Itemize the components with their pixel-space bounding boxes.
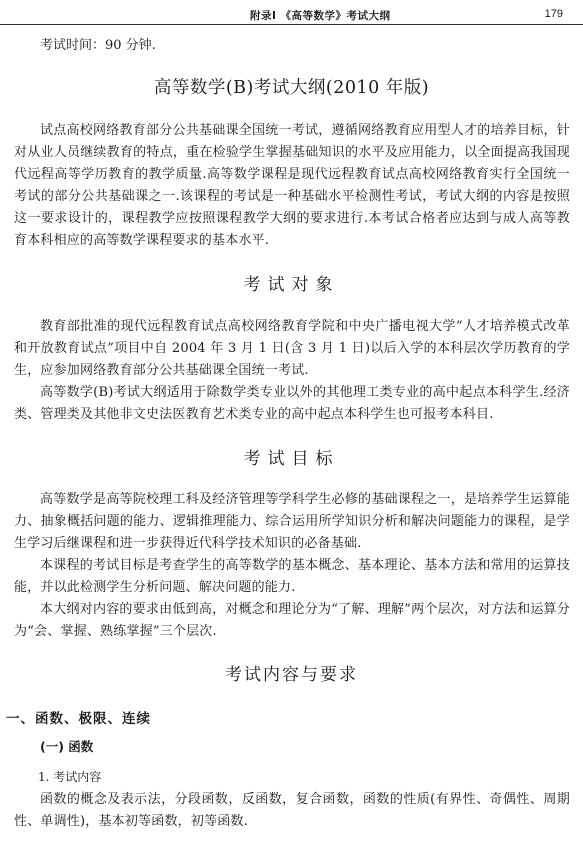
section-title-content: 考试内容与要求 xyxy=(225,665,358,685)
item-exam-content-text: 函数的概念及表示法，分段函数，反函数，复合函数，函数的性质(有界性、奇偶性、周期性、单调性)，基本初等函数，初等函数. xyxy=(14,792,570,829)
main-title: 高等数学(B)考试大纲(2010 年版) xyxy=(153,78,430,98)
item-exam-content-label: 1. 考试内容 xyxy=(38,770,102,784)
section-title-audience: 考试对象 xyxy=(243,275,340,295)
audience-paragraph-1: 教育部批准的现代远程教育试点高校网络教育学院和中央广播电视大学“人才培养模式改革和开放教育试点”项目中自 2004 年 3 月 1 日(含 3 月 1 日)以后入学的本科层次学历教育的学生，应参加网络教育部分公共基础课全国统一考试. xyxy=(14,319,570,378)
audience-paragraph-2: 高等数学(B)考试大纲适用于除数学类专业以外的其他理工类专业的高中起点本科学生.经济类、管理类及其他非文史法医教育艺术类专业的高中起点本科学生也可报考本科目. xyxy=(14,385,570,422)
running-header xyxy=(0,6,583,24)
running-header-title: 附录Ⅰ 《高等数学》考试大纲 xyxy=(250,10,391,22)
goals-paragraph-3: 本大纲对内容的要求由低到高，对概念和理论分为“了解、理解”两个层次，对方法和运算分为“会、掌握、熟练掌握”三个层次. xyxy=(14,602,570,639)
page-number: 179 xyxy=(544,8,563,20)
intro-paragraph: 试点高校网络教育部分公共基础课全国统一考试，遵循网络教育应用型人才的培养目标，针对从业人员继续教育的特点，重在检验学生掌握基础知识的水平及应用能力，以全面提高我国现代远程高等学历教育的教学质量.高等数学课程是现代远程教育试点高校网络教育实行全国统一考试的部分公共基础课之一.该课程的考试是一种基础水平检测性考试，考试大纲的内容是按照这一要求设计的，课程教学应按照课程教学大纲的要求进行.本考试合格者应达到与成人高等教育本科相应的高等数学课程要求的基本水平. xyxy=(14,123,570,248)
goals-paragraph-2: 本课程的考试目标是考查学生的高等数学的基本概念、基本理论、基本方法和常用的运算技能，并以此检测学生分析问题、解决问题的能力. xyxy=(14,558,570,595)
goals-paragraph-1: 高等数学是高等院校理工科及经济管理等学科学生必修的基础课程之一，是培养学生运算能力、抽象概括问题的能力、逻辑推理能力、综合运用所学知识分析和解决问题能力的课程，是学生学习后继课程和进一步获得近代科学技术知识的必备基础. xyxy=(14,492,570,551)
chapter-1-title: 一、函数、极限、连续 xyxy=(6,711,151,727)
section-title-goals: 考试目标 xyxy=(243,449,340,469)
subsection-functions: (一) 函数 xyxy=(40,739,94,754)
header-rule xyxy=(0,24,583,25)
exam-time: 考试时间：90 分钟. xyxy=(40,38,156,53)
